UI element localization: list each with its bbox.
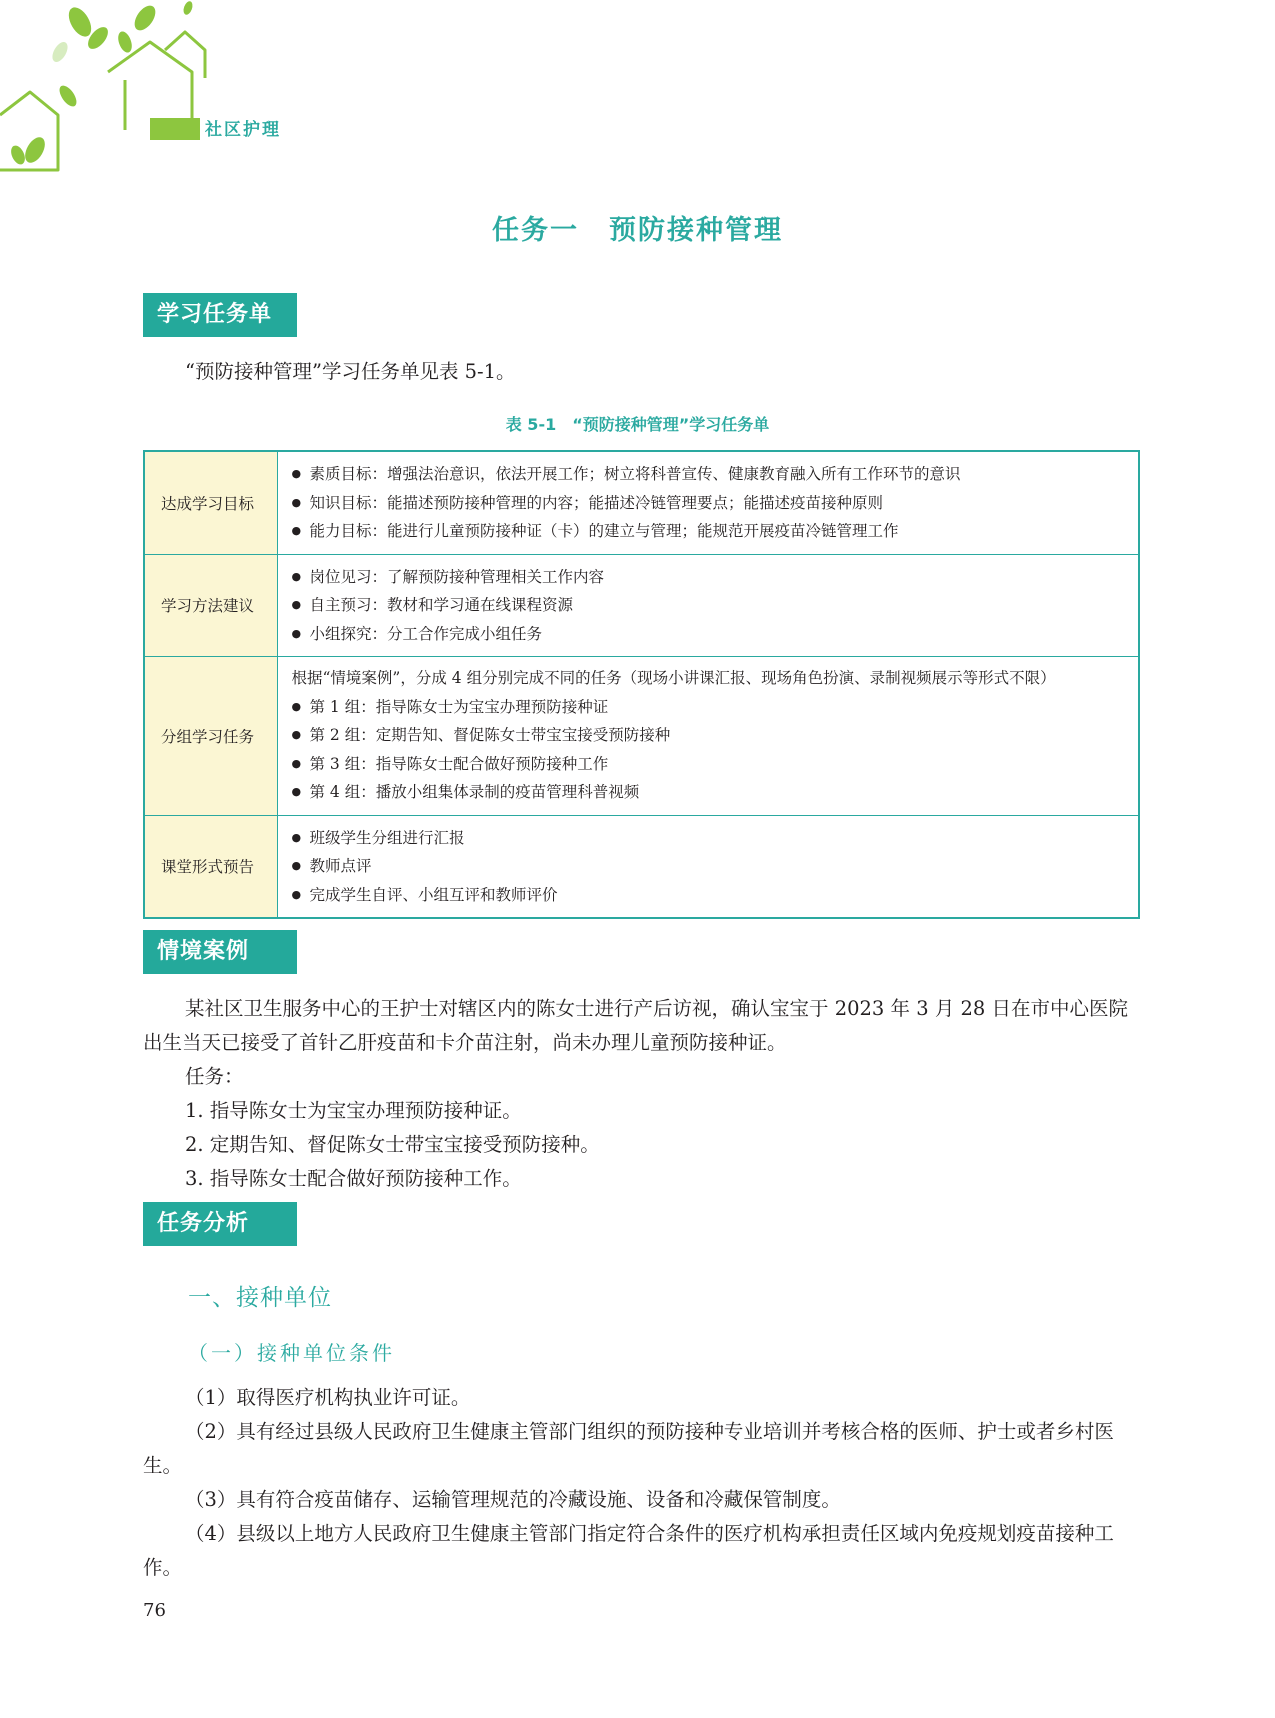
row-content-methods [277,554,1139,657]
bullet-dot-icon: ● [291,887,302,901]
group-task-intro: 根据“情境案例”，分成 4 组分别完成不同的任务（现场小讲课汇报、现场角色扮演、录制视频展示等形式不限） [291,669,1056,687]
group-task-line: 第 1 组：指导陈女士为宝宝办理预防接种证 [309,697,609,716]
row-label-goals: 达成学习目标 [144,451,277,554]
format-line: 教师点评 [309,857,372,875]
row-content-goals [277,451,1139,554]
row-label-methods: 学习方法建议 [144,554,277,657]
page-number: 76 [143,1600,166,1621]
bullet-dot-icon: ● [291,626,302,640]
page-title [0,208,1275,247]
table-caption: 表 5-1 “预防接种管理”学习任务单 [505,415,770,434]
table-row [144,657,1139,816]
bullet-dot-icon: ● [291,785,302,798]
learning-task-table [143,450,1140,919]
case-task-label: 任务： [185,1065,244,1088]
analysis-item: （2）具有经过县级人民政府卫生健康主管部门组织的预防接种专业培训并考核合格的医师、护士或者乡村医生。 [143,1420,1114,1477]
section-heading-analysis: 任务分析 [143,1202,297,1246]
method-line: 岗位见习：了解预防接种管理相关工作内容 [309,567,605,586]
analysis-heading: 一、接种单位 [188,1285,332,1311]
bullet-dot-icon: ● [291,524,302,537]
header-accent-bar [150,118,200,140]
section-heading-task-sheet: 学习任务单 [143,293,297,337]
goal-line: 能力目标：能进行儿童预防接种证（卡）的建立与管理；能规范开展疫苗冷链管理工作 [309,522,899,540]
row-label-group-tasks: 分组学习任务 [144,657,277,816]
running-header-title: 社区护理 [205,120,281,140]
case-task-item: 2. 定期告知、督促陈女士带宝宝接受预防接种。 [185,1133,600,1156]
row-label-class-format: 课堂形式预告 [144,815,277,918]
analysis-item: （1）取得医疗机构执业许可证。 [185,1386,471,1409]
house-and-leaves-icon [0,0,330,175]
bullet-dot-icon: ● [291,830,302,844]
goal-line: 知识目标：能描述预防接种管理的内容；能描述冷链管理要点；能描述疫苗接种原则 [309,493,884,512]
goal-line: 素质目标：增强法治意识，依法开展工作；树立将科普宣传、健康教育融入所有工作环节的意识 [309,465,961,483]
table-row [144,815,1139,918]
section-heading-case: 情境案例 [143,930,297,974]
format-line: 完成学生自评、小组互评和教师评价 [309,885,558,904]
analysis-item: （4）县级以上地方人民政府卫生健康主管部门指定符合条件的医疗机构承担责任区域内免疫规划疫苗接种工作。 [143,1522,1114,1579]
case-task-item: 3. 指导陈女士配合做好预防接种工作。 [185,1167,522,1190]
row-content-group-tasks [277,657,1139,816]
table-row [144,451,1139,554]
table-row [144,554,1139,657]
page-title-task-number: 任务一 [492,215,579,246]
page-title-task-name: 预防接种管理 [609,215,783,246]
format-line: 班级学生分组进行汇报 [309,828,465,847]
method-line: 小组探究：分工合作完成小组任务 [309,624,543,643]
bullet-dot-icon: ● [291,467,302,480]
analysis-item: （3）具有符合疫苗储存、运输管理规范的冷藏设施、设备和冷藏保管制度。 [185,1488,841,1511]
case-paragraph: 某社区卫生服务中心的王护士对辖区内的陈女士进行产后访视，确认宝宝于 2023 年 3 月 28 日在市中心医院出生当天已接受了首针乙肝疫苗和卡介苗注射，尚未办理儿童预防接种证。 [143,997,1129,1054]
bullet-dot-icon: ● [291,569,302,583]
bullet-dot-icon: ● [291,495,302,509]
case-task-item: 1. 指导陈女士为宝宝办理预防接种证。 [185,1099,522,1122]
intro-paragraph: “预防接种管理”学习任务单见表 5-1。 [185,360,516,383]
bullet-dot-icon: ● [291,728,302,741]
analysis-subheading: （一）接种单位条件 [188,1341,395,1365]
group-task-line: 第 2 组：定期告知、督促陈女士带宝宝接受预防接种 [309,726,671,744]
bullet-dot-icon: ● [291,699,302,713]
bullet-dot-icon: ● [291,598,302,611]
group-task-line: 第 3 组：指导陈女士配合做好预防接种工作 [309,754,609,773]
bullet-dot-icon: ● [291,859,302,872]
bullet-dot-icon: ● [291,756,302,770]
group-task-line: 第 4 组：播放小组集体录制的疫苗管理科普视频 [309,783,640,801]
method-line: 自主预习：教材和学习通在线课程资源 [309,596,574,614]
row-content-class-format [277,815,1139,918]
